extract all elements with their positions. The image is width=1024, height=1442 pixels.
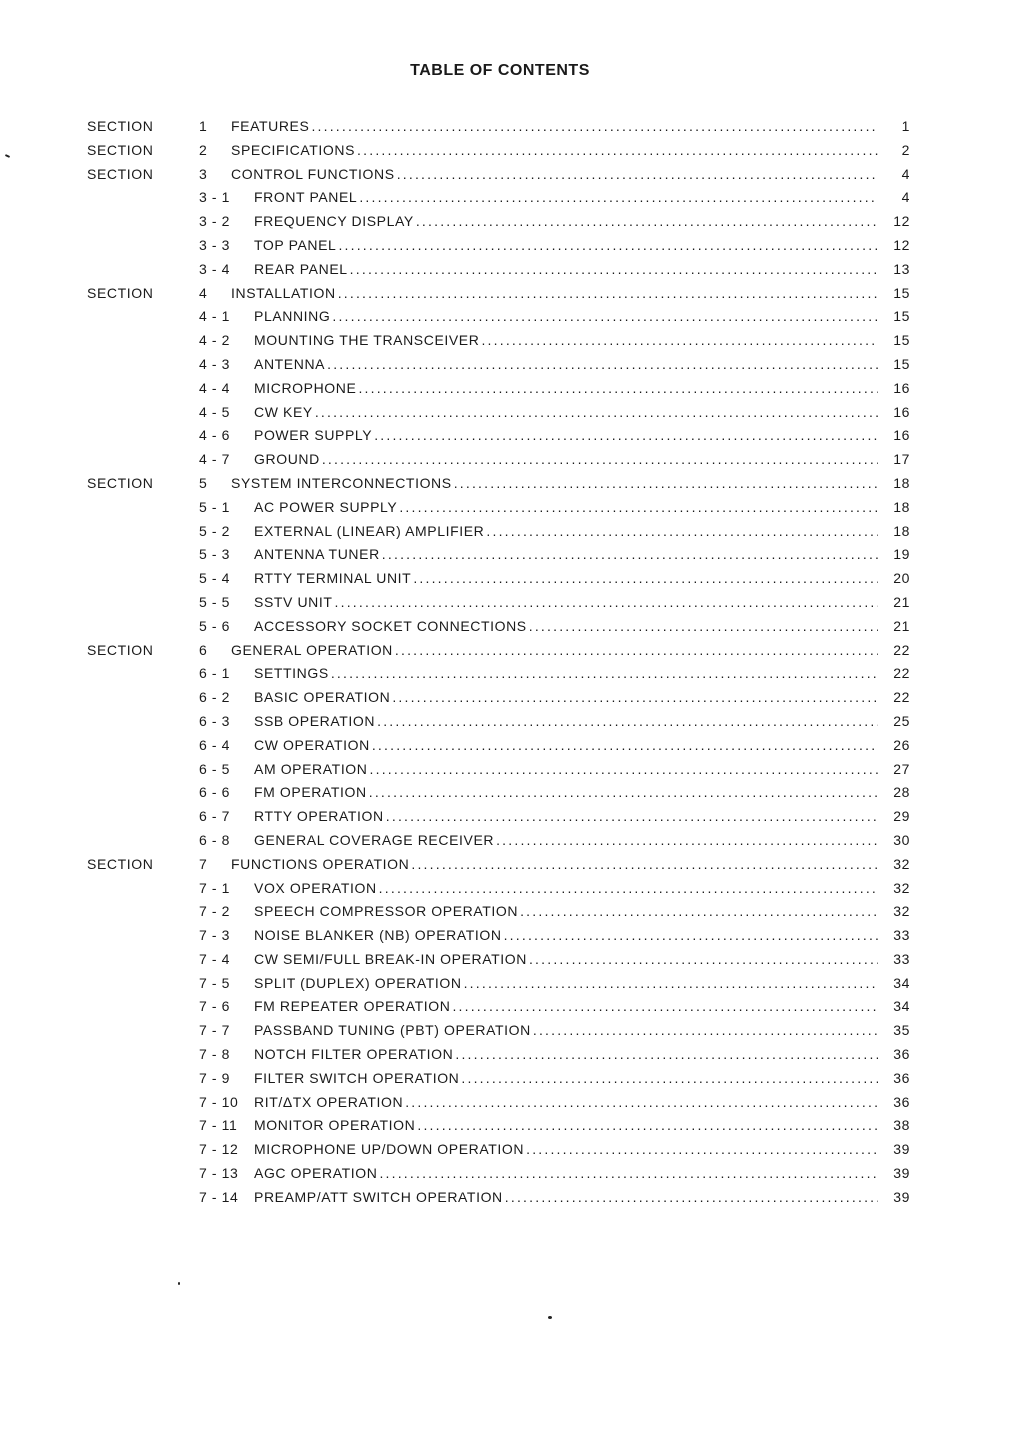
- entry-title: SPECIFICATIONS: [231, 141, 356, 158]
- entry-number: 7 - 12: [199, 1141, 239, 1158]
- entry: [254, 1162, 878, 1186]
- toc-row: [0, 115, 1024, 139]
- entry-number: 7 - 2: [199, 903, 231, 920]
- entry: [254, 781, 878, 805]
- dot-leader: [370, 734, 878, 758]
- entry: [254, 591, 878, 615]
- dot-leader: [527, 615, 878, 639]
- entry: [231, 139, 878, 163]
- entry-title: FM OPERATION: [254, 784, 367, 801]
- toc-row: [0, 210, 1024, 234]
- entry-title: GROUND: [254, 451, 320, 468]
- entry-number: 7: [199, 855, 208, 872]
- entry-title: FEATURES: [231, 118, 310, 134]
- page-number: 12: [893, 213, 910, 230]
- entry-number: 4 - 1: [199, 308, 231, 325]
- dot-leader: [395, 163, 878, 187]
- dot-leader: [524, 1138, 878, 1162]
- page-number: 33: [893, 927, 910, 944]
- page-number: 13: [893, 260, 910, 277]
- page-number: 39: [893, 1141, 910, 1158]
- dot-leader: [484, 520, 878, 544]
- entry-title: TOP PANEL: [254, 236, 337, 253]
- entry: [231, 282, 878, 306]
- entry-number: 2: [199, 141, 208, 158]
- page-number: 22: [893, 689, 910, 706]
- entry-number: 6 - 5: [199, 760, 231, 777]
- entry-number: 7 - 7: [199, 1022, 231, 1039]
- page-number: 16: [893, 379, 910, 396]
- entry: [254, 1114, 878, 1138]
- scan-speck: [548, 1316, 552, 1319]
- page-number: 36: [893, 1069, 910, 1086]
- entry-number: 3 - 1: [199, 189, 231, 206]
- entry-number: 7 - 14: [199, 1188, 239, 1205]
- entry-title: CW KEY: [254, 403, 313, 420]
- toc-row: [0, 781, 1024, 805]
- entry: [254, 972, 878, 996]
- dot-leader: [357, 186, 878, 210]
- entry-number: 7 - 11: [199, 1117, 238, 1134]
- dot-leader: [348, 258, 878, 282]
- entry: [254, 662, 878, 686]
- entry-number: 4 - 5: [199, 403, 231, 420]
- section-label: SECTION: [87, 855, 154, 872]
- entry-number: 6 - 1: [199, 665, 231, 682]
- dot-leader: [384, 805, 878, 829]
- entry-title: SPLIT (DUPLEX) OPERATION: [254, 974, 462, 991]
- entry-number: 7 - 10: [199, 1093, 239, 1110]
- dot-leader: [518, 900, 878, 924]
- dot-leader: [320, 448, 878, 472]
- dot-leader: [367, 781, 878, 805]
- section-label: SECTION: [87, 474, 154, 491]
- page-number: 22: [893, 641, 910, 658]
- entry: [254, 186, 878, 210]
- page-number: 15: [893, 355, 910, 372]
- entry-number: 5: [199, 474, 208, 491]
- toc-row: [0, 995, 1024, 1019]
- page-number: 18: [893, 498, 910, 515]
- toc-row: [0, 258, 1024, 282]
- dot-leader: [459, 1067, 878, 1091]
- entry: [254, 734, 878, 758]
- toc-row: [0, 1019, 1024, 1043]
- entry-title: REAR PANEL: [254, 260, 348, 277]
- toc-row: [0, 710, 1024, 734]
- entry-number: 5 - 5: [199, 593, 231, 610]
- toc-row: [0, 591, 1024, 615]
- page-number: 12: [893, 236, 910, 253]
- toc-row: [0, 353, 1024, 377]
- section-label: SECTION: [87, 641, 154, 658]
- entry-title: MICROPHONE UP/DOWN OPERATION: [254, 1141, 525, 1158]
- toc-row: [0, 662, 1024, 686]
- entry: [254, 995, 878, 1019]
- entry: [254, 948, 878, 972]
- dot-leader: [397, 496, 878, 520]
- dot-leader: [390, 686, 878, 710]
- toc-row: [0, 1138, 1024, 1162]
- entry-number: 5 - 3: [199, 546, 231, 563]
- page-number: 35: [893, 1022, 910, 1039]
- entry-number: 3: [199, 165, 208, 182]
- page-number: 28: [893, 784, 910, 801]
- table-of-contents: [0, 115, 1024, 1210]
- page-number: 33: [893, 950, 910, 967]
- entry-title: GENERAL COVERAGE RECEIVER: [254, 831, 495, 848]
- entry: [254, 520, 878, 544]
- entry-title: INSTALLATION: [231, 284, 336, 301]
- page-number: 39: [893, 1165, 910, 1182]
- entry: [254, 924, 878, 948]
- entry: [254, 1067, 878, 1091]
- entry-number: 5 - 4: [199, 570, 231, 587]
- entry: [254, 496, 878, 520]
- entry-number: 7 - 6: [199, 998, 231, 1015]
- page-number: 19: [893, 546, 910, 563]
- entry-title: BASIC OPERATION: [254, 689, 391, 706]
- dot-leader: [368, 758, 878, 782]
- page-number: 29: [893, 808, 910, 825]
- entry-title: VOX OPERATION: [254, 879, 377, 896]
- entry: [231, 472, 878, 496]
- entry: [231, 163, 878, 187]
- entry-title: RIT/ΔTX OPERATION: [254, 1093, 404, 1110]
- dot-leader: [377, 877, 878, 901]
- entry: [254, 210, 878, 234]
- entry: [254, 401, 878, 425]
- toc-row: [0, 1162, 1024, 1186]
- dot-leader: [450, 995, 878, 1019]
- entry: [254, 305, 878, 329]
- page-number: 16: [893, 427, 910, 444]
- entry: [254, 1091, 878, 1115]
- section-label: SECTION: [87, 284, 154, 301]
- entry: [254, 1019, 878, 1043]
- page-number: 30: [893, 831, 910, 848]
- entry-number: 4 - 3: [199, 355, 231, 372]
- page-number: 20: [893, 570, 910, 587]
- entry-number: 4 - 2: [199, 332, 231, 349]
- entry-title: PREAMP/ATT SWITCH OPERATION: [254, 1188, 503, 1205]
- dot-leader: [479, 329, 878, 353]
- toc-row: [0, 877, 1024, 901]
- entry: [254, 877, 878, 901]
- entry-number: 6 - 7: [199, 808, 231, 825]
- toc-row: [0, 1186, 1024, 1210]
- dot-leader: [313, 401, 878, 425]
- entry-number: 7 - 4: [199, 950, 231, 967]
- page-number: 39: [893, 1188, 910, 1205]
- entry: [254, 258, 878, 282]
- entry-number: 7 - 8: [199, 1046, 231, 1063]
- toc-row: [0, 686, 1024, 710]
- page-number: 17: [893, 451, 910, 468]
- toc-row: [0, 329, 1024, 353]
- dot-leader: [356, 377, 878, 401]
- dot-leader: [393, 639, 878, 663]
- page-number: 34: [893, 998, 910, 1015]
- dot-leader: [494, 829, 878, 853]
- entry-title: MOUNTING THE TRANSCEIVER: [254, 332, 480, 349]
- entry-number: 4: [199, 284, 208, 301]
- entry: [254, 567, 878, 591]
- toc-row: [0, 305, 1024, 329]
- entry-title: MONITOR OPERATION: [254, 1117, 416, 1134]
- entry-title: POWER SUPPLY: [254, 427, 373, 444]
- entry: [254, 900, 878, 924]
- entry: [254, 353, 878, 377]
- toc-row: [0, 282, 1024, 306]
- page-number: 4: [901, 165, 910, 182]
- entry-number: 7 - 13: [199, 1165, 239, 1182]
- toc-row: [0, 139, 1024, 163]
- entry-title: CONTROL FUNCTIONS: [231, 165, 395, 182]
- dot-leader: [325, 353, 878, 377]
- entry-number: 4 - 6: [199, 427, 231, 444]
- dot-leader: [330, 305, 878, 329]
- entry: [254, 424, 878, 448]
- page-number: 1: [901, 118, 910, 134]
- entry: [254, 829, 878, 853]
- toc-row: [0, 734, 1024, 758]
- entry-number: 5 - 6: [199, 617, 231, 634]
- page-number: 36: [893, 1093, 910, 1110]
- section-label: SECTION: [87, 141, 154, 158]
- toc-row: [0, 234, 1024, 258]
- entry-title: ANTENNA TUNER: [254, 546, 380, 563]
- entry: [254, 543, 878, 567]
- entry-number: 7 - 3: [199, 927, 231, 944]
- entry-title: PLANNING: [254, 308, 331, 325]
- entry-title: NOISE BLANKER (NB) OPERATION: [254, 927, 502, 944]
- page-number: 2: [901, 141, 910, 158]
- dot-leader: [414, 210, 878, 234]
- dot-leader: [503, 1186, 878, 1210]
- page-number: 32: [893, 903, 910, 920]
- dot-leader: [462, 972, 878, 996]
- page-number: 16: [893, 403, 910, 420]
- toc-row: [0, 1114, 1024, 1138]
- dot-leader: [377, 1162, 878, 1186]
- dot-leader: [415, 1114, 878, 1138]
- toc-row: [0, 377, 1024, 401]
- dot-leader: [309, 115, 878, 139]
- page-number: 21: [893, 617, 910, 634]
- toc-row: [0, 1091, 1024, 1115]
- toc-row: [0, 758, 1024, 782]
- entry-title: MICROPHONE: [254, 379, 357, 396]
- entry-number: 1: [199, 118, 208, 134]
- toc-row: [0, 1067, 1024, 1091]
- page-number: 27: [893, 760, 910, 777]
- dot-leader: [372, 424, 878, 448]
- page-number: 25: [893, 712, 910, 729]
- entry-title: FRONT PANEL: [254, 189, 358, 206]
- toc-row: [0, 424, 1024, 448]
- toc-row: [0, 805, 1024, 829]
- page-number: 26: [893, 736, 910, 753]
- dot-leader: [375, 710, 878, 734]
- entry-number: 7 - 1: [199, 879, 231, 896]
- entry-number: 6: [199, 641, 208, 658]
- dot-leader: [336, 234, 878, 258]
- entry-title: CW OPERATION: [254, 736, 370, 753]
- toc-row: [0, 401, 1024, 425]
- entry: [254, 377, 878, 401]
- entry: [231, 115, 878, 139]
- dot-leader: [333, 591, 878, 615]
- toc-row: [0, 496, 1024, 520]
- entry-title: AC POWER SUPPLY: [254, 498, 398, 515]
- entry-title: ACCESSORY SOCKET CONNECTIONS: [254, 617, 527, 634]
- toc-row: [0, 1043, 1024, 1067]
- dot-leader: [452, 472, 878, 496]
- scan-speck: [178, 1282, 180, 1285]
- entry-title: EXTERNAL (LINEAR) AMPLIFIER: [254, 522, 485, 539]
- entry-title: CW SEMI/FULL BREAK-IN OPERATION: [254, 950, 527, 967]
- entry-title: ANTENNA: [254, 355, 326, 372]
- dot-leader: [411, 567, 878, 591]
- toc-row: [0, 924, 1024, 948]
- entry-title: FREQUENCY DISPLAY: [254, 213, 414, 230]
- entry-title: PASSBAND TUNING (PBT) OPERATION: [254, 1022, 531, 1039]
- page-number: 22: [893, 665, 910, 682]
- dot-leader: [527, 948, 878, 972]
- entry: [254, 234, 878, 258]
- entry-number: 5 - 2: [199, 522, 231, 539]
- entry-number: 4 - 4: [199, 379, 231, 396]
- toc-row: [0, 948, 1024, 972]
- page-number: 15: [893, 332, 910, 349]
- toc-row: [0, 163, 1024, 187]
- toc-row: [0, 448, 1024, 472]
- entry: [254, 1138, 878, 1162]
- entry-number: 3 - 2: [199, 213, 231, 230]
- entry: [254, 758, 878, 782]
- entry-number: 5 - 1: [199, 498, 231, 515]
- toc-row: [0, 472, 1024, 496]
- entry: [254, 805, 878, 829]
- entry: [254, 448, 878, 472]
- entry-title: SSTV UNIT: [254, 593, 333, 610]
- dot-leader: [409, 853, 878, 877]
- dot-leader: [355, 139, 878, 163]
- toc-row: [0, 853, 1024, 877]
- entry-title: FUNCTIONS OPERATION: [231, 855, 410, 872]
- section-label: SECTION: [87, 118, 154, 134]
- entry: [254, 1043, 878, 1067]
- section-label: SECTION: [87, 165, 154, 182]
- entry: [254, 686, 878, 710]
- entry-number: 4 - 7: [199, 451, 231, 468]
- entry-title: SPEECH COMPRESSOR OPERATION: [254, 903, 519, 920]
- entry-title: FILTER SWITCH OPERATION: [254, 1069, 460, 1086]
- entry-title: RTTY TERMINAL UNIT: [254, 570, 412, 587]
- toc-row: [0, 520, 1024, 544]
- entry-title: SYSTEM INTERCONNECTIONS: [231, 474, 452, 491]
- entry-number: 3 - 4: [199, 260, 231, 277]
- entry: [254, 615, 878, 639]
- page-number: 34: [893, 974, 910, 991]
- dot-leader: [380, 543, 878, 567]
- page-number: 36: [893, 1046, 910, 1063]
- entry-title: AM OPERATION: [254, 760, 368, 777]
- entry-title: FM REPEATER OPERATION: [254, 998, 451, 1015]
- entry: [254, 1186, 878, 1210]
- dot-leader: [531, 1019, 878, 1043]
- entry-number: 7 - 9: [199, 1069, 231, 1086]
- toc-row: [0, 829, 1024, 853]
- toc-row: [0, 567, 1024, 591]
- entry-number: 7 - 5: [199, 974, 231, 991]
- entry: [254, 710, 878, 734]
- entry: [254, 329, 878, 353]
- entry-number: 6 - 4: [199, 736, 231, 753]
- dot-leader: [329, 662, 878, 686]
- page-number: 15: [893, 308, 910, 325]
- page-number: 38: [893, 1117, 910, 1134]
- dot-leader: [403, 1091, 878, 1115]
- entry-title: GENERAL OPERATION: [231, 641, 393, 658]
- entry: [231, 853, 878, 877]
- page-number: 32: [893, 855, 910, 872]
- page-number: 32: [893, 879, 910, 896]
- entry-title: RTTY OPERATION: [254, 808, 384, 825]
- entry-title: SSB OPERATION: [254, 712, 376, 729]
- toc-row: [0, 900, 1024, 924]
- entry-number: 6 - 2: [199, 689, 231, 706]
- entry-number: 6 - 8: [199, 831, 231, 848]
- entry: [231, 639, 878, 663]
- page-number: 18: [893, 522, 910, 539]
- dot-leader: [453, 1043, 878, 1067]
- page-title: TABLE OF CONTENTS: [410, 62, 590, 79]
- entry-title: NOTCH FILTER OPERATION: [254, 1046, 454, 1063]
- toc-row: [0, 186, 1024, 210]
- entry-number: 3 - 3: [199, 236, 231, 253]
- page-number: 4: [901, 189, 910, 206]
- dot-leader: [336, 282, 878, 306]
- dot-leader: [502, 924, 878, 948]
- entry-number: 6 - 6: [199, 784, 231, 801]
- entry-title: SETTINGS: [254, 665, 329, 682]
- toc-row: [0, 615, 1024, 639]
- toc-row: [0, 639, 1024, 663]
- toc-row: [0, 972, 1024, 996]
- page-number: 18: [893, 474, 910, 491]
- toc-row: [0, 543, 1024, 567]
- entry-title: AGC OPERATION: [254, 1165, 378, 1182]
- page-number: 21: [893, 593, 910, 610]
- page-number: 15: [893, 284, 910, 301]
- entry-number: 6 - 3: [199, 712, 231, 729]
